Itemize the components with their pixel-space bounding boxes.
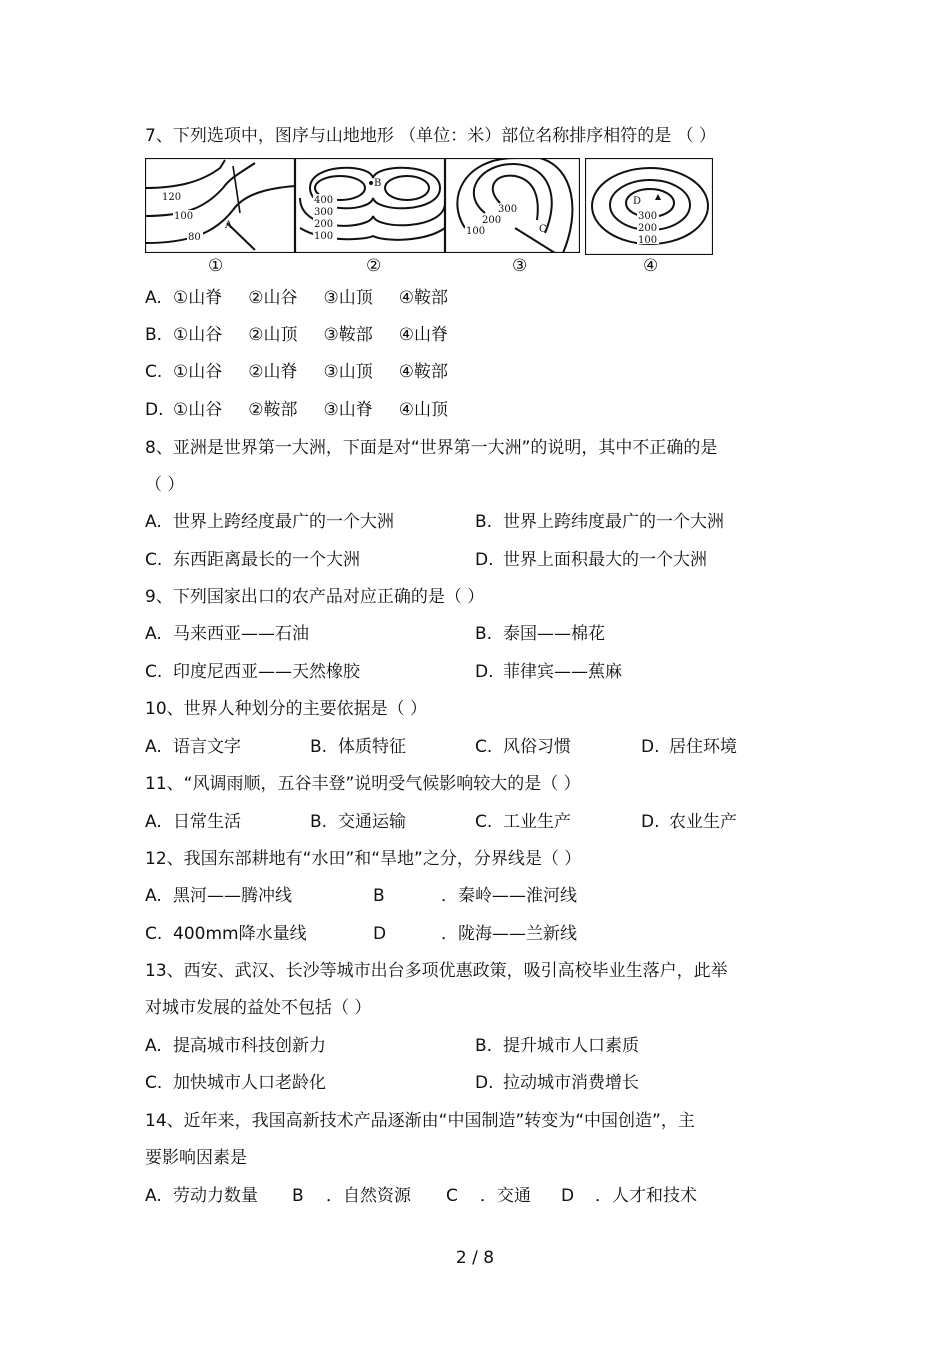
fig1-contour-label-3: 80 [188, 232, 201, 243]
q14-option-b: B ．自然资源 [292, 1186, 411, 1206]
fig4-contour-label-1: 300 [638, 211, 658, 222]
q11-stem: 11、“风调雨顺，五谷丰登”说明受气候影响较大的是（ ） [145, 774, 581, 794]
q8-option-b: B. 世界上跨纬度最广的一个大洲 [475, 512, 724, 532]
contour-map-2 [295, 158, 445, 253]
q14-stem-2: 要影响因素是 [145, 1148, 247, 1168]
fig1-point-label: A [225, 220, 233, 231]
q9-option-b: B. 泰国——棉花 [475, 624, 605, 644]
q7-option-c: C. ①山谷 ②山脊 ③山顶 ④鞍部 [145, 362, 448, 382]
q11-option-b: B. 交通运输 [310, 812, 406, 832]
q7-option-b: B. ①山谷 ②山顶 ③鞍部 ④山脊 [145, 325, 448, 345]
fig3-point-label: C [539, 224, 547, 235]
q13-option-d: D. 拉动城市消费增长 [475, 1073, 639, 1093]
fig4-contour-label-2: 200 [638, 223, 658, 234]
q9-option-d: D. 菲律宾——蕉麻 [475, 662, 622, 682]
fig4-contour-label-3: 100 [638, 235, 658, 246]
q7-option-a: A. ①山脊 ②山谷 ③山顶 ④鞍部 [145, 288, 448, 308]
q12-option-c: C. 400mm降水量线 [145, 924, 307, 944]
q8-stem-2: （ ） [145, 475, 185, 495]
q13-option-c: C. 加快城市人口老龄化 [145, 1073, 326, 1093]
q13-stem: 13、西安、武汉、长沙等城市出台多项优惠政策，吸引高校毕业生落户，此举 [145, 961, 728, 981]
fig3-contour-label-2: 200 [482, 215, 502, 226]
q9-option-c: C. 印度尼西亚——天然橡胶 [145, 662, 360, 682]
q13-stem-2: 对城市发展的益处不包括（ ） [145, 998, 372, 1018]
q10-stem: 10、世界人种划分的主要依据是（ ） [145, 699, 428, 719]
fig2-point-label: B [374, 178, 382, 189]
fig1-contour-label-1: 120 [162, 192, 182, 203]
q14-option-d: D ．人才和技术 [561, 1186, 697, 1206]
q8-option-d: D. 世界上面积最大的一个大洲 [475, 550, 707, 570]
fig3-label: ③ [512, 256, 528, 276]
fig3-contour-label-3: 100 [466, 226, 486, 237]
q7-option-d: D. ①山谷 ②鞍部 ③山脊 ④山顶 [145, 400, 448, 420]
fig2-contour-label-3: 200 [314, 219, 334, 230]
q12-option-d: D ．陇海——兰新线 [373, 924, 577, 944]
q14-stem: 14、近年来，我国高新技术产品逐渐由“中国制造”转变为“中国创造”，主 [145, 1111, 695, 1131]
q10-option-a: A. 语言文字 [145, 737, 241, 757]
fig1-label: ① [208, 256, 224, 276]
fig2-contour-label-2: 300 [314, 207, 334, 218]
q7-stem: 7、下列选项中，图序与山地地形 （单位：米）部位名称排序相符的是 （ ） [145, 126, 717, 146]
fig2-contour-label-4: 100 [314, 231, 334, 242]
fig1-contour-label-2: 100 [174, 211, 194, 222]
fig2-contour-label-1: 400 [314, 195, 334, 206]
q11-option-c: C. 工业生产 [475, 812, 571, 832]
q13-option-b: B. 提升城市人口素质 [475, 1036, 639, 1056]
contour-map-4 [585, 158, 713, 255]
contour-map-1 [145, 158, 295, 253]
q13-option-a: A. 提高城市科技创新力 [145, 1036, 326, 1056]
q9-option-a: A. 马来西亚——石油 [145, 624, 309, 644]
q8-option-a: A. 世界上跨经度最广的一个大洲 [145, 512, 394, 532]
q8-stem: 8、亚洲是世界第一大洲，下面是对“世界第一大洲”的说明，其中不正确的是 [145, 438, 718, 458]
q11-option-a: A. 日常生活 [145, 812, 241, 832]
q10-option-c: C. 风俗习惯 [475, 737, 571, 757]
fig4-point-label: D [633, 196, 642, 207]
page-number: 2 / 8 [455, 1248, 495, 1268]
q11-option-d: D. 农业生产 [641, 812, 737, 832]
q8-option-c: C. 东西距离最长的一个大洲 [145, 550, 360, 570]
fig4-label: ④ [643, 256, 659, 276]
fig2-label: ② [366, 256, 382, 276]
contour-map-3 [445, 158, 580, 253]
q12-stem: 12、我国东部耕地有“水田”和“旱地”之分，分界线是（ ） [145, 849, 582, 869]
fig3-contour-label-1: 300 [498, 204, 518, 215]
q9-stem: 9、下列国家出口的农产品对应正确的是（ ） [145, 587, 485, 607]
q14-option-a: A. 劳动力数量 [145, 1186, 258, 1206]
q10-option-d: D. 居住环境 [641, 737, 737, 757]
q10-option-b: B. 体质特征 [310, 737, 406, 757]
q12-option-b: B ．秦岭——淮河线 [373, 886, 577, 906]
q12-option-a: A. 黑河——腾冲线 [145, 886, 292, 906]
q14-option-c: C ．交通 [446, 1186, 531, 1206]
